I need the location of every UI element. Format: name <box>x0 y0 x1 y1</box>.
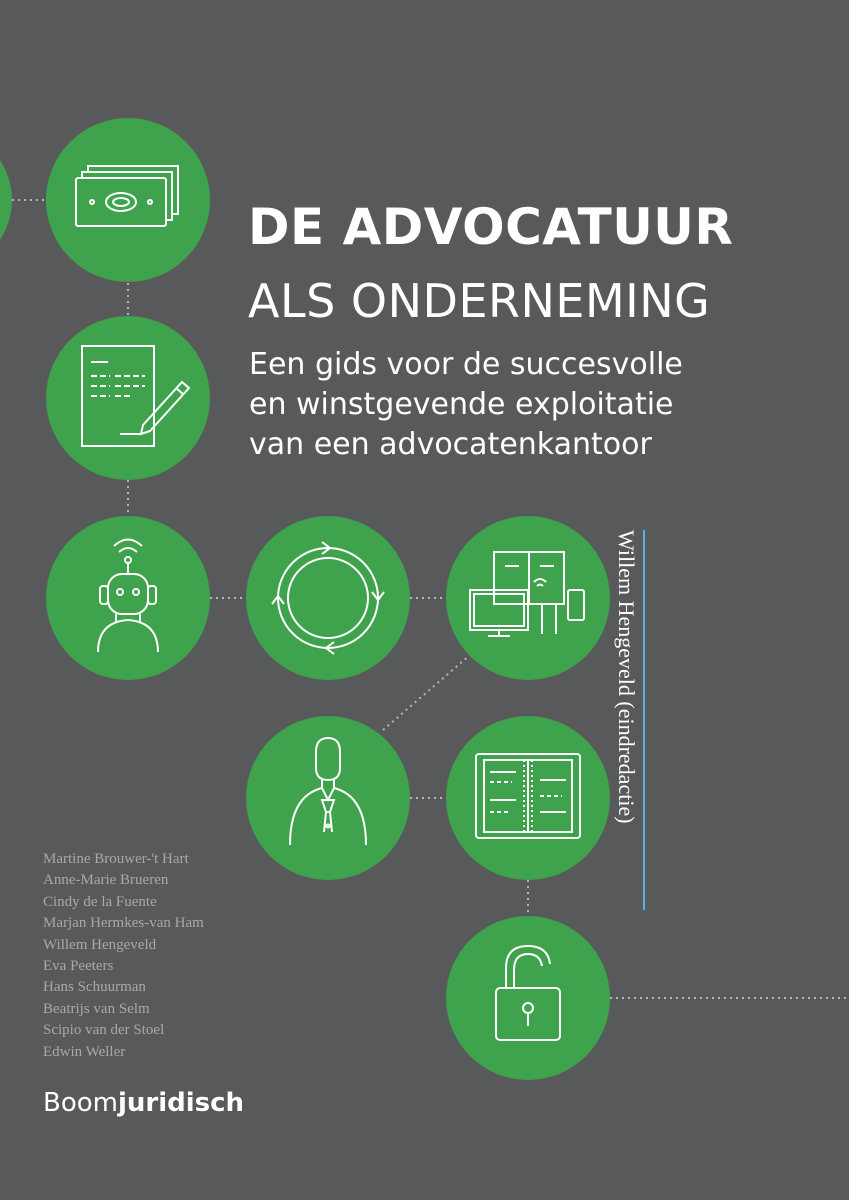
author-list <box>43 849 204 1063</box>
cycle-arrows-icon <box>246 516 410 680</box>
book-title-line-2: ALS ONDERNEMING <box>248 274 711 328</box>
author-name: Beatrijs van Selm <box>43 1000 150 1017</box>
author-name: Martine Brouwer-'t Hart <box>43 851 189 867</box>
book-title: DE ADVOCATUUR <box>248 198 734 256</box>
book-subtitle <box>249 345 809 465</box>
author-name: Scipio van der Stoel <box>43 1022 165 1039</box>
author-name: Edwin Weller <box>43 1043 126 1060</box>
author-name: Eva Peeters <box>43 958 114 975</box>
publisher-logo <box>43 1088 244 1118</box>
publisher-name-part-1: Boom <box>43 1088 118 1118</box>
padlock-icon <box>446 916 610 1080</box>
author-name: Anne-Marie Brueren <box>43 872 169 889</box>
contract-pen-icon <box>46 316 210 480</box>
money-icon <box>46 118 210 282</box>
agenda-icon <box>446 716 610 880</box>
devices-icon <box>446 516 610 680</box>
robot-icon <box>46 516 210 680</box>
publisher-name-part-2: juridisch <box>117 1088 245 1118</box>
subtitle-line: en winstgevende exploitatie <box>249 387 674 422</box>
editor-credit: Willem Hengeveld (eindredactie) <box>609 530 645 910</box>
author-name: Cindy de la Fuente <box>43 893 157 910</box>
partial-circle <box>0 128 12 272</box>
subtitle-line: van een advocatenkantoor <box>249 427 652 462</box>
subtitle-line: Een gids voor de succesvolle <box>249 347 683 382</box>
author-name: Willem Hengeveld <box>43 936 157 953</box>
author-name: Hans Schuurman <box>43 979 146 996</box>
author-name: Marjan Hermkes-van Ham <box>43 915 204 932</box>
lawyer-icon <box>246 716 410 880</box>
